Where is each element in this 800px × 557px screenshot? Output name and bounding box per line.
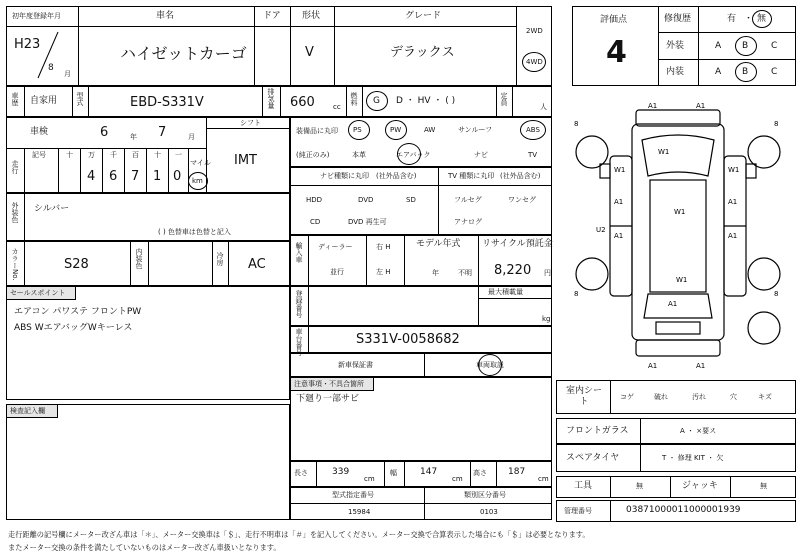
digit-unit-2: 万 bbox=[88, 151, 95, 159]
length-value: 339 bbox=[332, 467, 350, 477]
mark-w1-5: W1 bbox=[676, 276, 688, 284]
usage-label: 車歴 bbox=[11, 92, 19, 106]
warranty-label: 新車保証書 bbox=[338, 361, 373, 369]
sheet-item-1: コゲ bbox=[620, 393, 634, 401]
length-unit: cm bbox=[364, 475, 375, 483]
height-value: 187 bbox=[508, 467, 526, 477]
tv-types-sub: (社外品含む) bbox=[500, 172, 541, 180]
import-parallel: 並行 bbox=[330, 268, 344, 276]
equipment-block bbox=[290, 117, 552, 167]
score-value: 4 bbox=[606, 35, 627, 70]
interior-a: A bbox=[715, 67, 722, 77]
fuel-g: G bbox=[373, 96, 380, 106]
digit-unit-3: 千 bbox=[110, 151, 117, 159]
color-value: シルバー bbox=[34, 204, 70, 214]
mark-w1-2: W1 bbox=[614, 166, 626, 174]
door-label: ドア bbox=[263, 11, 281, 21]
equip-leather: 本革 bbox=[352, 151, 366, 159]
tire-top-left: 8 bbox=[574, 120, 579, 128]
grade-value: デラックス bbox=[390, 45, 455, 60]
navi-cd: CD bbox=[310, 218, 321, 226]
model-year-unit: 年 bbox=[432, 269, 439, 277]
model-year-unknown: 不明 bbox=[458, 269, 472, 277]
equip-aw: AW bbox=[424, 126, 436, 134]
mark-a1-9: A1 bbox=[696, 362, 706, 370]
usage-value: 自家用 bbox=[30, 96, 58, 106]
windshield-label: フロントガラス bbox=[566, 426, 629, 436]
length-label: 長さ bbox=[294, 469, 308, 477]
mileage-digit-4: 1 bbox=[153, 169, 162, 184]
km-label: km bbox=[192, 177, 203, 185]
equipment-label-sub: (純正のみ) bbox=[296, 151, 330, 159]
sheet-item-3: 汚れ bbox=[692, 393, 706, 401]
mile-label: マイル bbox=[190, 159, 211, 167]
fuel-options: D ・ HV ・ ( ) bbox=[396, 96, 456, 106]
max-load-unit: kg bbox=[542, 315, 551, 323]
navi-dvd: DVD bbox=[358, 196, 374, 204]
color-code-label: カラーNo. bbox=[11, 248, 19, 281]
tire-bottom-left: 8 bbox=[574, 290, 579, 298]
recycle-value: 8,220 bbox=[494, 263, 532, 278]
spare-label: スペアタイヤ bbox=[566, 453, 620, 463]
first-reg-era: H23 bbox=[14, 37, 41, 52]
import-left-h: 左 H bbox=[376, 268, 391, 276]
import-right-h: 右 H bbox=[376, 243, 391, 251]
sales-block bbox=[6, 286, 290, 400]
class-no-label: 類別区分番号 bbox=[464, 491, 506, 499]
docs-row bbox=[290, 353, 552, 377]
first-reg-month-unit: 月 bbox=[64, 70, 71, 78]
mileage-digit-1: 4 bbox=[87, 169, 96, 184]
mark-w1-3: W1 bbox=[728, 166, 740, 174]
shift-value: IMT bbox=[234, 153, 257, 168]
mark-a1-7: A1 bbox=[668, 300, 678, 308]
chassis-value: S331V-0058682 bbox=[356, 332, 460, 347]
inspection-year: 6 bbox=[100, 125, 109, 140]
car-damage-diagram bbox=[560, 96, 796, 372]
equip-sunroof: サンルーフ bbox=[458, 126, 493, 134]
capacity-unit: 人 bbox=[540, 103, 547, 111]
height-label: 高さ bbox=[473, 469, 487, 477]
score-label: 評価点 bbox=[600, 15, 628, 25]
width-value: 147 bbox=[420, 467, 438, 477]
tools-label: 工具 bbox=[574, 481, 593, 491]
mark-w1-4: W1 bbox=[674, 208, 686, 216]
interior-sheet-label: 室内シート bbox=[566, 386, 603, 407]
manual-label: 車両取説 bbox=[476, 361, 504, 369]
color-code-value: S28 bbox=[64, 257, 89, 272]
mark-a1-5: A1 bbox=[614, 232, 624, 240]
mark-a1-4: A1 bbox=[728, 198, 738, 206]
inspection-month: 7 bbox=[158, 125, 167, 140]
mileage-digit-3: 7 bbox=[131, 169, 140, 184]
interior-b: B bbox=[742, 67, 749, 77]
sales-line-1: エアコン パワステ フロントPW bbox=[14, 307, 142, 317]
management-label: 管理番号 bbox=[564, 507, 592, 515]
color-label: 外装色 bbox=[11, 202, 19, 223]
navi-dvd-play: DVD 再生可 bbox=[348, 218, 387, 226]
tire-top-right: 8 bbox=[774, 120, 779, 128]
sales-label: セールスポイント bbox=[10, 289, 66, 297]
mileage-digit-2: 6 bbox=[109, 169, 118, 184]
shape-label: 形状 bbox=[302, 11, 321, 21]
digit-unit-5: 十 bbox=[154, 151, 161, 159]
interior-c: C bbox=[771, 67, 778, 77]
sheet-item-5: キズ bbox=[758, 393, 772, 401]
navi-sd: SD bbox=[406, 196, 416, 204]
mark-a1-1: A1 bbox=[648, 102, 658, 110]
max-load-label: 最大積載量 bbox=[488, 288, 523, 296]
color-note: ( ) 色替車は色替と記入 bbox=[158, 228, 231, 236]
recycle-label: リサイクル預託金 bbox=[482, 239, 553, 249]
equip-navi: ナビ bbox=[474, 151, 488, 159]
management-value: 03871000011000001939 bbox=[626, 505, 741, 515]
interior-label: 内装 bbox=[666, 67, 685, 77]
notes-line-1: 下廻り一部サビ bbox=[296, 394, 360, 404]
model-label: 型式 bbox=[76, 92, 84, 106]
import-label: 輸入車 bbox=[295, 242, 303, 263]
sheet-item-2: 破れ bbox=[654, 393, 668, 401]
first-reg-month: 8 bbox=[48, 63, 54, 73]
model-value: EBD-S331V bbox=[130, 95, 204, 110]
reg-no-label: 登録番号 bbox=[295, 290, 303, 318]
mileage-label: 走行 bbox=[11, 160, 19, 174]
navi-types-sub: (社外品含む) bbox=[376, 172, 417, 180]
height-unit: cm bbox=[538, 475, 549, 483]
equipment-label: 装備品に丸印 bbox=[296, 127, 338, 135]
digit-unit-4: 百 bbox=[132, 151, 139, 159]
drive-2wd: 2WD bbox=[526, 27, 543, 35]
import-dealer: ディーラー bbox=[318, 243, 353, 251]
mileage-digit-5: 0 bbox=[173, 169, 182, 184]
tire-bottom-right: 8 bbox=[774, 290, 779, 298]
notes-label: 注意事項・不具合箇所 bbox=[294, 380, 364, 388]
type-no-value: 15984 bbox=[348, 508, 371, 516]
mark-u2: U2 bbox=[596, 226, 606, 234]
exterior-a: A bbox=[715, 41, 722, 51]
equip-tv: TV bbox=[528, 151, 538, 159]
jack-label: ジャッキ bbox=[682, 481, 718, 491]
class-no-value: 0103 bbox=[480, 508, 498, 516]
navi-hdd: HDD bbox=[306, 196, 323, 204]
width-label: 幅 bbox=[390, 469, 397, 477]
digit-unit-1: 十 bbox=[66, 151, 73, 159]
model-year-label: モデル年式 bbox=[416, 239, 461, 249]
navi-types-label: ナビ種類に丸印 bbox=[320, 172, 369, 180]
jack-value: 無 bbox=[760, 482, 767, 490]
mark-a1-6: A1 bbox=[728, 232, 738, 240]
tools-value: 無 bbox=[636, 482, 643, 490]
windshield-value: A ・ ×要ス bbox=[680, 427, 717, 435]
fuel-label: 燃料 bbox=[350, 92, 358, 106]
inspection-label: 車検 bbox=[30, 127, 49, 137]
mark-a1-3: A1 bbox=[614, 198, 624, 206]
width-unit: cm bbox=[452, 475, 463, 483]
spare-value: T ・ 修理 KIT ・ 欠 bbox=[662, 454, 724, 462]
shape-value: V bbox=[305, 45, 314, 60]
type-no-label: 型式指定番号 bbox=[332, 491, 374, 499]
repair-sep: ・ bbox=[744, 14, 754, 24]
tv-types-label: TV 種類に丸印 bbox=[448, 172, 495, 180]
shift-label: シフト bbox=[240, 119, 261, 127]
displacement-value: 660 bbox=[290, 95, 315, 110]
mark-a1-8: A1 bbox=[648, 362, 658, 370]
mark-w1-1: W1 bbox=[658, 148, 670, 156]
footer-line-1: 走行距離の記号欄にメーター改ざん車は「＊」、メーター交換車は「＄」、走行不明車は「＃」を記入してください。メーター交換で合算表示した場合にも「＄」は必要となります。 bbox=[8, 530, 590, 539]
tv-oneseg: ワンセグ bbox=[508, 196, 536, 204]
car-name-label: 車名 bbox=[156, 11, 175, 21]
inspector-block bbox=[6, 404, 290, 520]
car-name-value: ハイゼットカーゴ bbox=[120, 44, 247, 63]
equip-ps: PS bbox=[353, 126, 362, 134]
drive-4wd: 4WD bbox=[526, 58, 543, 66]
displacement-unit: cc bbox=[333, 103, 341, 111]
repair-yes: 有 bbox=[727, 14, 737, 24]
ac-value: AC bbox=[248, 257, 266, 272]
interior-color-label: 内装色 bbox=[135, 248, 143, 269]
mark-a1-2: A1 bbox=[696, 102, 706, 110]
repair-no: 無 bbox=[757, 14, 767, 24]
equip-abs: ABS bbox=[526, 126, 540, 134]
sales-line-2: ABS WエアバッグWキーレス bbox=[14, 323, 133, 333]
equip-airbag: エアバック bbox=[396, 151, 431, 159]
tv-fullseg: フルセグ bbox=[454, 196, 482, 204]
inspection-month-unit: 月 bbox=[188, 133, 195, 141]
inspector-label: 検査記入欄 bbox=[10, 407, 45, 415]
equip-pw: PW bbox=[390, 126, 402, 134]
color-block bbox=[6, 193, 290, 241]
displacement-label: 排気量 bbox=[267, 88, 275, 109]
capacity-label: 定員 bbox=[500, 92, 508, 106]
repair-label: 修復歴 bbox=[664, 14, 692, 24]
mileage-mark-label: 記号 bbox=[32, 151, 46, 159]
exterior-label: 外装 bbox=[666, 41, 685, 51]
exterior-b: B bbox=[742, 41, 749, 51]
sheet-item-4: 穴 bbox=[730, 393, 737, 401]
footer-line-2: またメーター交換の条件を満たしていないものはメーター改ざん車扱いとなります。 bbox=[8, 543, 281, 552]
tv-analog: アナログ bbox=[454, 218, 482, 226]
ac-label: 冷房 bbox=[216, 252, 224, 266]
first-reg-label: 初年度登録年月 bbox=[12, 12, 61, 20]
chassis-label: 車台番号 bbox=[295, 328, 303, 356]
grade-label: グレード bbox=[405, 11, 442, 21]
inspection-year-unit: 年 bbox=[130, 133, 137, 141]
exterior-c: C bbox=[771, 41, 778, 51]
digit-unit-6: 一 bbox=[175, 151, 182, 159]
recycle-unit: 円 bbox=[544, 269, 551, 277]
